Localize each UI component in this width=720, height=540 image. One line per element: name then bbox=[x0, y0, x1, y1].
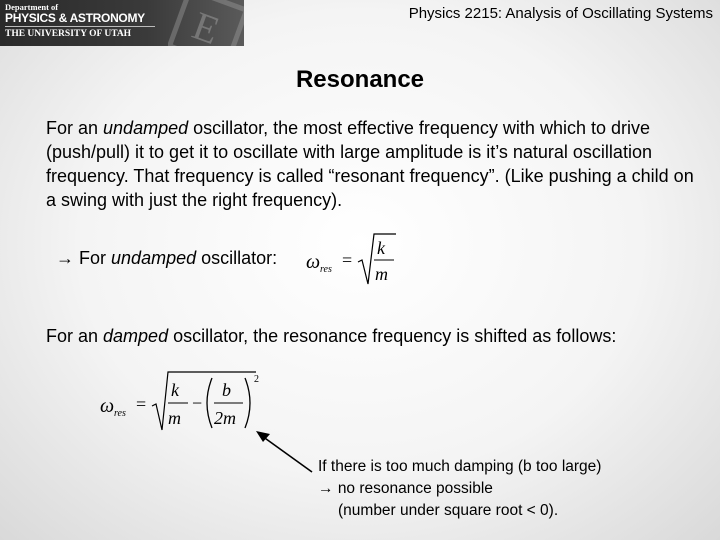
note-line-3: (number under square root < 0). bbox=[338, 502, 559, 519]
intro-emphasis: undamped bbox=[103, 118, 189, 138]
note-line-1: If there is too much damping (b too large) bbox=[318, 458, 602, 475]
eq1-denominator: m bbox=[375, 264, 388, 284]
eq2-denominator-m: m bbox=[168, 408, 181, 428]
intro-paragraph bbox=[46, 116, 706, 212]
eq1-subscript: res bbox=[320, 264, 332, 275]
logo-physics-astronomy: PHYSICS & ASTRONOMY bbox=[5, 11, 145, 25]
eq2-numerator-k: k bbox=[171, 380, 179, 400]
damped-text-start: For an bbox=[46, 326, 104, 346]
undamped-resonance-equation bbox=[306, 230, 398, 290]
undamped-text-rest: oscillator: bbox=[196, 248, 278, 268]
undamped-emphasis: undamped bbox=[111, 248, 197, 268]
logo-divider bbox=[5, 26, 155, 27]
eq2-omega: ω bbox=[100, 395, 115, 417]
eq2-denominator-2m: 2m bbox=[214, 408, 236, 428]
university-logo bbox=[0, 0, 244, 54]
intro-text-start: For an bbox=[46, 118, 104, 138]
eq2-numerator-b: b bbox=[222, 380, 231, 400]
note-line-2-text: no resonance possible bbox=[337, 480, 493, 497]
logo-university: THE UNIVERSITY OF UTAH bbox=[5, 29, 132, 39]
undamped-text-start: For bbox=[79, 248, 112, 268]
damping-note bbox=[318, 456, 601, 522]
eq1-numerator: k bbox=[377, 238, 385, 258]
slide-title: Resonance bbox=[295, 66, 425, 93]
eq2-right-paren bbox=[245, 378, 250, 428]
damped-text-rest: oscillator, the resonance frequency is shifted as follows: bbox=[168, 326, 617, 346]
damped-emphasis: damped bbox=[103, 326, 169, 346]
eq2-exponent: 2 bbox=[254, 374, 259, 385]
undamped-bullet bbox=[56, 248, 277, 269]
eq2-left-paren bbox=[207, 378, 212, 428]
eq1-omega: ω bbox=[306, 251, 321, 273]
note-line-2 bbox=[318, 478, 601, 500]
intro-text-rest: oscillator, the most effective frequency with which to drive (push/pull) it to get it to oscillate with large amplitude is it’s natural oscillation frequency. That frequency is called “resonant frequency”. (Like pushing a child on a swing with just the right frequency). bbox=[46, 118, 694, 210]
svg-text:E: E bbox=[186, 2, 226, 54]
damped-resonance-equation bbox=[98, 368, 268, 438]
eq2-subscript: res bbox=[114, 408, 126, 419]
arrow-right-icon: → bbox=[318, 480, 334, 497]
arrow-right-icon: → bbox=[56, 248, 74, 268]
damped-statement bbox=[46, 326, 616, 347]
eq1-equals: = bbox=[342, 250, 353, 270]
eq2-minus: − bbox=[192, 393, 203, 413]
logo-emblem-icon bbox=[168, 0, 244, 54]
course-header: Physics 2215: Analysis of Oscillating Systems bbox=[408, 5, 713, 22]
logo-department: Department of bbox=[5, 2, 59, 12]
eq2-equals: = bbox=[136, 394, 147, 414]
